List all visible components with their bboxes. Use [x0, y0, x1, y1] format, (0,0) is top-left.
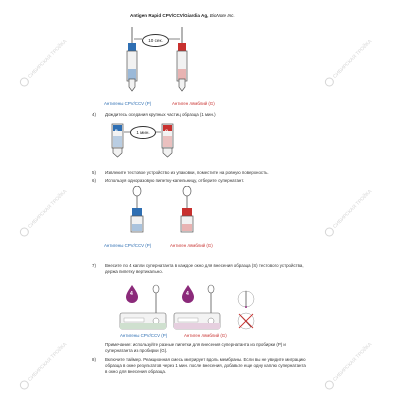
step-8-text-line2: образца в окне результатов через 1 мин. после внесения, добавьте еще одну каплю супернатанта [105, 363, 306, 368]
pipette-g-icon [181, 186, 193, 232]
label-cpv-ccv-1: Антигены CPV/CCV (P) [104, 101, 152, 106]
note [105, 342, 385, 355]
tube-p-icon [127, 27, 137, 91]
label-giardia-3: Антиген лямблий (G) [184, 333, 227, 338]
label-cpv-ccv-2: Антигены CPV/CCV (P) [104, 243, 152, 248]
drops-word-right: drops [183, 298, 192, 302]
watermark: СИБИРСКАЯ ТРОЙКА [323, 340, 374, 391]
brand-name: BioNote Inc. [209, 13, 235, 18]
step-7 [92, 263, 387, 277]
step-7-text-line1: Внесите по 4 капли супернатанта в каждое окно для внесения образца (S) тестового устройства, [105, 263, 304, 268]
watermark: СИБИРСКАЯ ТРОЙКА [323, 187, 374, 238]
watermark: СИБИРСКАЯ ТРОЙКА [18, 340, 69, 391]
pipette-wrong-angle-icon [238, 313, 254, 329]
step-8-text-line1: Включите таймер. Реакционная смесь мигрирует вдоль мембраны. Если вы не увидите миграцию [105, 357, 306, 362]
step-4 [92, 112, 372, 120]
step-6-text: Используя одноразовую пипетку-капельницу, отберите супернатант. [105, 178, 245, 183]
tube-g-icon [177, 27, 187, 91]
step-8-text-line3: в окно для внесения образца. [105, 369, 167, 374]
timer-1min-bubble [130, 126, 156, 139]
document-header: Antigen Rapid CPV/CCV/Giardia Ag, BioNote Inc. [130, 13, 235, 18]
timer-10sec-label: 10 сек. [148, 38, 163, 43]
figure-pipettes-supernatant [115, 186, 215, 238]
pipette-correct-angle-icon [238, 291, 254, 308]
watermark: СИБИРСКАЯ ТРОЙКА [323, 37, 374, 88]
drops-count-left: 4 [130, 291, 133, 297]
label-giardia-1: Антиген лямблий (G) [172, 101, 215, 106]
label-giardia-2: Антиген лямблий (G) [170, 243, 213, 248]
figure-add-drops [118, 283, 278, 335]
drops-count-right: 4 [186, 291, 189, 297]
watermark: СИБИРСКАЯ ТРОЙКА [18, 187, 69, 238]
step-5-number: 5) [92, 170, 96, 175]
step-4-number: 4) [92, 112, 96, 117]
step-7-text-line2: держа пипетку вертикально. [105, 269, 163, 274]
tube-g-letter: G [165, 128, 169, 133]
test-device-left-icon [120, 313, 166, 329]
step-6 [92, 178, 382, 185]
drops-word-left: drops [127, 298, 136, 302]
step-8 [92, 357, 392, 377]
step-5 [92, 170, 382, 177]
timer-1min-label: 1 мин. [136, 130, 150, 135]
note-line1: Примечание: используйте разные пипетки для внесения супернатанта из пробирки (P) и [105, 342, 286, 347]
watermark: СИБИРСКАЯ ТРОЙКА [18, 37, 69, 88]
test-device-right-icon [174, 313, 220, 329]
step-6-number: 6) [92, 178, 96, 183]
step-8-number: 8) [92, 357, 96, 362]
timer-10sec-bubble [142, 34, 169, 47]
product-title: Antigen Rapid CPV/CCV/Giardia Ag [130, 13, 208, 18]
note-line2: супернатанта из пробирки (G). [105, 348, 168, 353]
pipette-p-icon [131, 186, 143, 232]
step-5-text: Извлеките тестовое устройство из упаковки, поместите на ровную поверхность. [105, 170, 269, 175]
label-cpv-ccv-3: Антигены CPV/CCV (P) [120, 333, 168, 338]
tube-p-letter: P [115, 128, 118, 133]
step-7-number: 7) [92, 263, 96, 268]
step-4-text: Дождитесь оседания крупных частиц образца (1 мин.) [105, 112, 216, 117]
